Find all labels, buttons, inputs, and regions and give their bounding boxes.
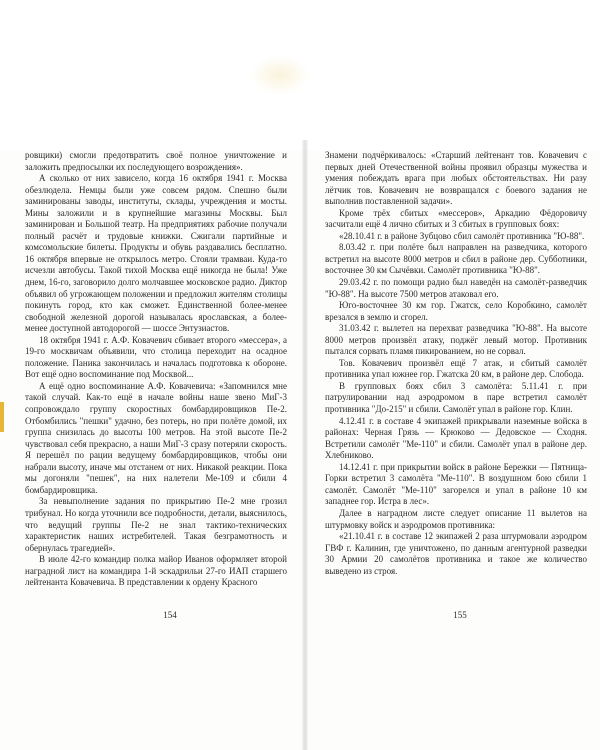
paragraph: «21.10.41 г. в составе 12 экипажей 2 раза штурмовали аэродром ГВФ г. Калинин, где уничтожено, по данным агентурной разведки 30 Армии 20 самолётов противника и такое же количество выведено из строя. xyxy=(325,531,587,576)
paragraph: Тов. Ковачевич произвёл ещё 7 атак, и сбитый самолёт противника упал южнее гор. Гжатска 20 км, в районе дер. Слобода. xyxy=(325,357,587,380)
paragraph: 4.12.41 г. в составе 4 экипажей прикрывали наземные войска в районах: Черная Грязь — Крюково — Дедовское — Сходня. Встретили самолёт "Ме-110" и сбили. Самолёт упал в районе дер. Хлебниково. xyxy=(325,415,587,461)
paragraph: А ещё одно воспоминание А.Ф. Ковачевича: «Запомнился мне такой случай. Как-то ещё в начале войны наше звено МиГ-3 сопровождало группу скоростных бомбардировщиков Пе-2. Отбомбились "пешки" удачно, без потерь, но при полёте домой, их группа снизилась до высоты 100 метров. На этой высоте Пе-2 чувствовал себя прекрасно, а наши МиГ-3 сразу потеряли скорость. Я перешёл по рации ведущему бомбардировщиков, чтобы они набрали высоту, иначе мы отстанем от них. Никакой реакции. Пока мы догоняли "пешек", на них налетели Ме-109 и сбили 4 бомбардировщика. xyxy=(25,380,287,495)
paragraph: 14.12.41 г. при прикрытии войск в районе Бережки — Пятница-Горки встретил 3 самолёта "Ме-110". В воздушном бою сбили 1 самолёт. Самолёт "Ме-110" загорелся и упал в районе 10 км западнее гор. Истра в лес». xyxy=(325,461,587,507)
paragraph: Юго-восточнее 30 км гор. Гжатск, село Коробкино, самолёт врезался в землю и сгорел. xyxy=(325,300,587,322)
paragraph: 8.03.42 г. при полёте был направлен на разведчика, которого встретил на высоте 8000 метров и сбил в районе дер. Субботники, восточнее 30 км Сычёвки. Самолёт противника "Ю-88". xyxy=(325,242,587,276)
book-gutter xyxy=(302,140,308,750)
paragraph: Далее в наградном листе следует описание 11 вылетов на штурмовку войск и аэродромов противника: xyxy=(325,507,587,530)
left-page xyxy=(25,150,287,589)
paragraph: 31.03.42 г. вылетел на перехват разведчика "Ю-88". На высоте 8000 метров произвёл атаку, поджёг левый мотор. Противник пытался сорвать пламя пикированием, но не сорвал. xyxy=(325,323,587,357)
paragraph: Знамени подчёркивалось: «Старший лейтенант тов. Ковачевич с первых дней Отечественной войны проявил образцы мужества и умения побеждать врага при любых обстоятельствах. Ни разу лётчик тов. Ковачевич не возвращался с боевого задания не выполнив поставленной задачи». xyxy=(325,150,587,207)
paragraph: «28.10.41 г. в районе Зубцово сбил самолёт противника "Ю-88". xyxy=(339,230,585,241)
paragraph: 18 октября 1941 г. А.Ф. Ковачевич сбивает второго «мессера», а 19-го москвичам объявили, что столица переходит на осадное положение. Паника закончилась и началась подготовка к обороне. Вот ещё одно воспоминание под Москвой... xyxy=(25,334,287,380)
paragraph: А сколько от них зависело, когда 16 октября 1941 г. Москва обезлюдела. Немцы были уже совсем рядом. Спешно были заминированы заводы, институты, склады, учреждения и мосты. Мины заложили и в крупнейшие магазины Москвы. Был заминирован и Большой театр. На предприятиях рабочие получали полный расчёт и трудовые книжки. Сжигали партийные и комсомольские билеты. Продукты и обувь раздавались бесплатно. 16 октября впервые не открылось метро. Стояли трамваи. Куда-то исчезли автобусы. Такой тихой Москва ещё никогда не была! Уже днем, 16-го, заговорило долго молчавшее московское радио. Диктор объявил об угрожающем положении и предложил жителям столицы покинуть город, кто как сможет. Единственной более-менее свободной железной дорогой называлась ярославская, а более-менее доступной автодорогой — шоссе Энтузиастов. xyxy=(25,173,287,334)
light-glare xyxy=(250,55,310,95)
page-number: 154 xyxy=(163,610,177,620)
paragraph: 29.03.42 г. по помощи радио был наведён на самолёт-разведчик "Ю-88". На высоте 7500 метров атаковал его. xyxy=(325,277,587,299)
page-number: 155 xyxy=(453,610,467,620)
edge-mark xyxy=(0,402,4,432)
paragraph: В групповых боях сбил 3 самолёта: 5.11.41 г. при патрулировании над аэродромом в паре встретил самолёт противника "До-215" и сбили. Самолёт упал в районе гор. Клин. xyxy=(325,380,587,415)
paragraph: Кроме трёх сбитых «мессеров», Аркадию Фёдоровичу засчитали ещё 4 лично сбитых и 3 сбитых в групповых боях: xyxy=(325,207,587,230)
paragraph: За невыполнение задания по прикрытию Пе-2 мне грозил трибунал. Но когда уточнили все подробности, детали, выяснилось, что ведущий группы Пе-2 не знал тактико-технических характеристик наших истребителей. Такая безграмотность и обернулась трагедией». xyxy=(25,496,287,553)
paragraph: В июле 42-го командир полка майор Иванов оформляет второй наградной лист на командира 1-й эскадрильи 27-го ИАП старшего лейтенанта Ковачевича. В представлении к ордену Красного xyxy=(25,554,287,588)
right-page xyxy=(325,150,587,577)
paragraph: ровщики) смогли предотвратить своё полное уничтожение и заложить предпосылки их последующего возрождения». xyxy=(25,150,287,172)
